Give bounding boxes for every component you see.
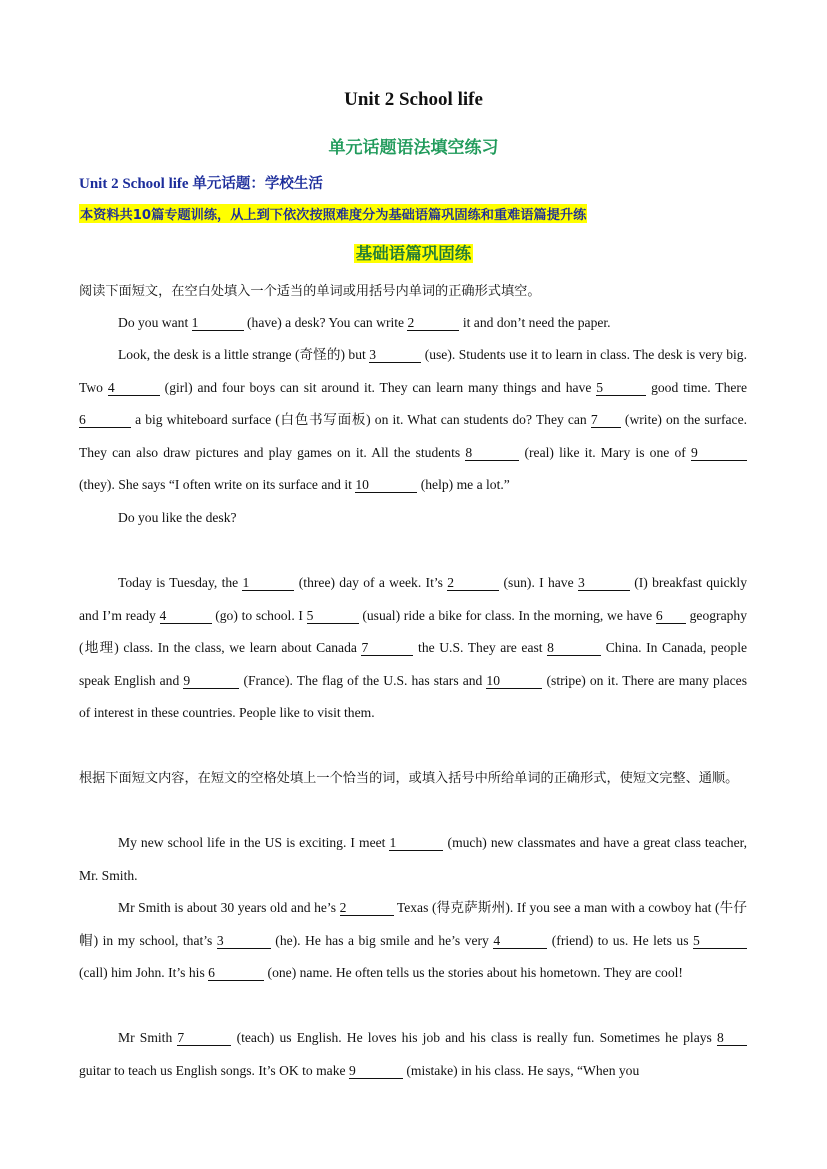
blank-3[interactable]: 3 [578, 575, 630, 591]
blank-6[interactable]: 6 [208, 965, 264, 981]
instruction-2: 根据下面短文内容，在短文的空格处填上一个恰当的词，或填入括号中所给单词的正确形式，使短文完整、通顺。 [79, 771, 739, 786]
blank-8[interactable]: 8 [465, 445, 519, 461]
instruction-1: 阅读下面短文，在空白处填入一个适当的单词或用括号内单词的正确形式填空。 [79, 284, 541, 299]
blank-7[interactable]: 7 [591, 412, 621, 428]
topic-en: Unit 2 School life [79, 176, 193, 192]
blank-6[interactable]: 6 [79, 412, 131, 428]
blank-5[interactable]: 5 [307, 608, 359, 624]
blank-10[interactable]: 10 [355, 477, 417, 493]
passage1-paragraph-1: Do you want 1 (have) a desk? You can write 2 it and don’t need the paper. [118, 315, 611, 330]
blank-1[interactable]: 1 [389, 835, 443, 851]
blank-3[interactable]: 3 [217, 933, 271, 949]
blank-1[interactable]: 1 [192, 315, 244, 331]
blank-5[interactable]: 5 [596, 380, 646, 396]
topic-cn: 单元话题：学校生活 [192, 176, 323, 192]
blank-10[interactable]: 10 [486, 673, 542, 689]
blank-6[interactable]: 6 [656, 608, 686, 624]
highlighted-note: 本资料共10篇专题训练，从上到下依次按照难度分为基础语篇巩固练和重难语篇提升练 [79, 204, 587, 223]
page-title: Unit 2 School life [344, 89, 483, 110]
blank-7[interactable]: 7 [361, 640, 413, 656]
blank-4[interactable]: 4 [108, 380, 160, 396]
section-heading [0, 240, 827, 264]
blank-8[interactable]: 8 [547, 640, 601, 656]
topic-line [79, 172, 323, 193]
passage3-paragraph-3: Mr Smith 7 (teach) us English. He loves his job and his class is really fun. Sometimes he plays 8 guitar to teach us English songs. It’s OK to make 9 (mistake) in his class. He says, “When you [79, 1022, 747, 1087]
blank-4[interactable]: 4 [160, 608, 212, 624]
blank-9[interactable]: 9 [183, 673, 239, 689]
blank-9[interactable]: 9 [349, 1063, 403, 1079]
blank-1[interactable]: 1 [242, 575, 294, 591]
blank-3[interactable]: 3 [369, 347, 421, 363]
blank-7[interactable]: 7 [177, 1030, 231, 1046]
blank-2[interactable]: 2 [407, 315, 459, 331]
section-title: 基础语篇巩固练 [355, 244, 472, 263]
passage2-paragraph-1: Today is Tuesday, the 1 (three) day of a week. It’s 2 (sun). I have 3 (I) breakfast quickly and I’m ready 4 (go) to school. I 5 (usual) ride a bike for class. In the morning, we have 6 geography (地理) class. In the class, we learn about Canada 7 the U.S. They are east 8 China. In Canada, people speak English and 9 (France). The flag of the U.S. has stars and 10 (stripe) on it. There are many places of interest in these countries. People like to visit them. [79, 575, 748, 721]
page-subtitle: 单元话题语法填空练习 [328, 138, 499, 158]
passage1-paragraph-3: Do you like the desk? [118, 510, 237, 525]
blank-4[interactable]: 4 [493, 933, 547, 949]
blank-5[interactable]: 5 [693, 933, 747, 949]
blank-8[interactable]: 8 [717, 1030, 747, 1046]
passage1-paragraph-2: Look, the desk is a little strange (奇怪的) but 3 (use). Students use it to learn in class. The desk is very big. Two 4 (girl) and four boys can sit around it. They can learn many things and have 5 good time. There 6 a big whiteboard surface (白色书写面板) on it. What can students do? They can 7 (write) on the surface. They can also draw pictures and play games on it. All the students 8 (real) like it. Mary is one of 9 (they). She says “I often write on its surface and it 10 (help) me a lot.” [79, 347, 748, 493]
passage3-paragraph-2: Mr Smith is about 30 years old and he’s 2 Texas (得克萨斯州). If you see a man with a cowboy hat (牛仔帽) in my school, that’s 3 (he). He has a big smile and he’s very 4 (friend) to us. He lets us 5 (call) him John. It’s his 6 (one) name. He often tells us the stories about his hometown. They are cool! [79, 900, 748, 981]
blank-2[interactable]: 2 [340, 900, 394, 916]
blank-9[interactable]: 9 [691, 445, 747, 461]
passage3-paragraph-1: My new school life in the US is exciting. I meet 1 (much) new classmates and have a great class teacher, Mr. Smith. [79, 835, 747, 883]
blank-2[interactable]: 2 [447, 575, 499, 591]
